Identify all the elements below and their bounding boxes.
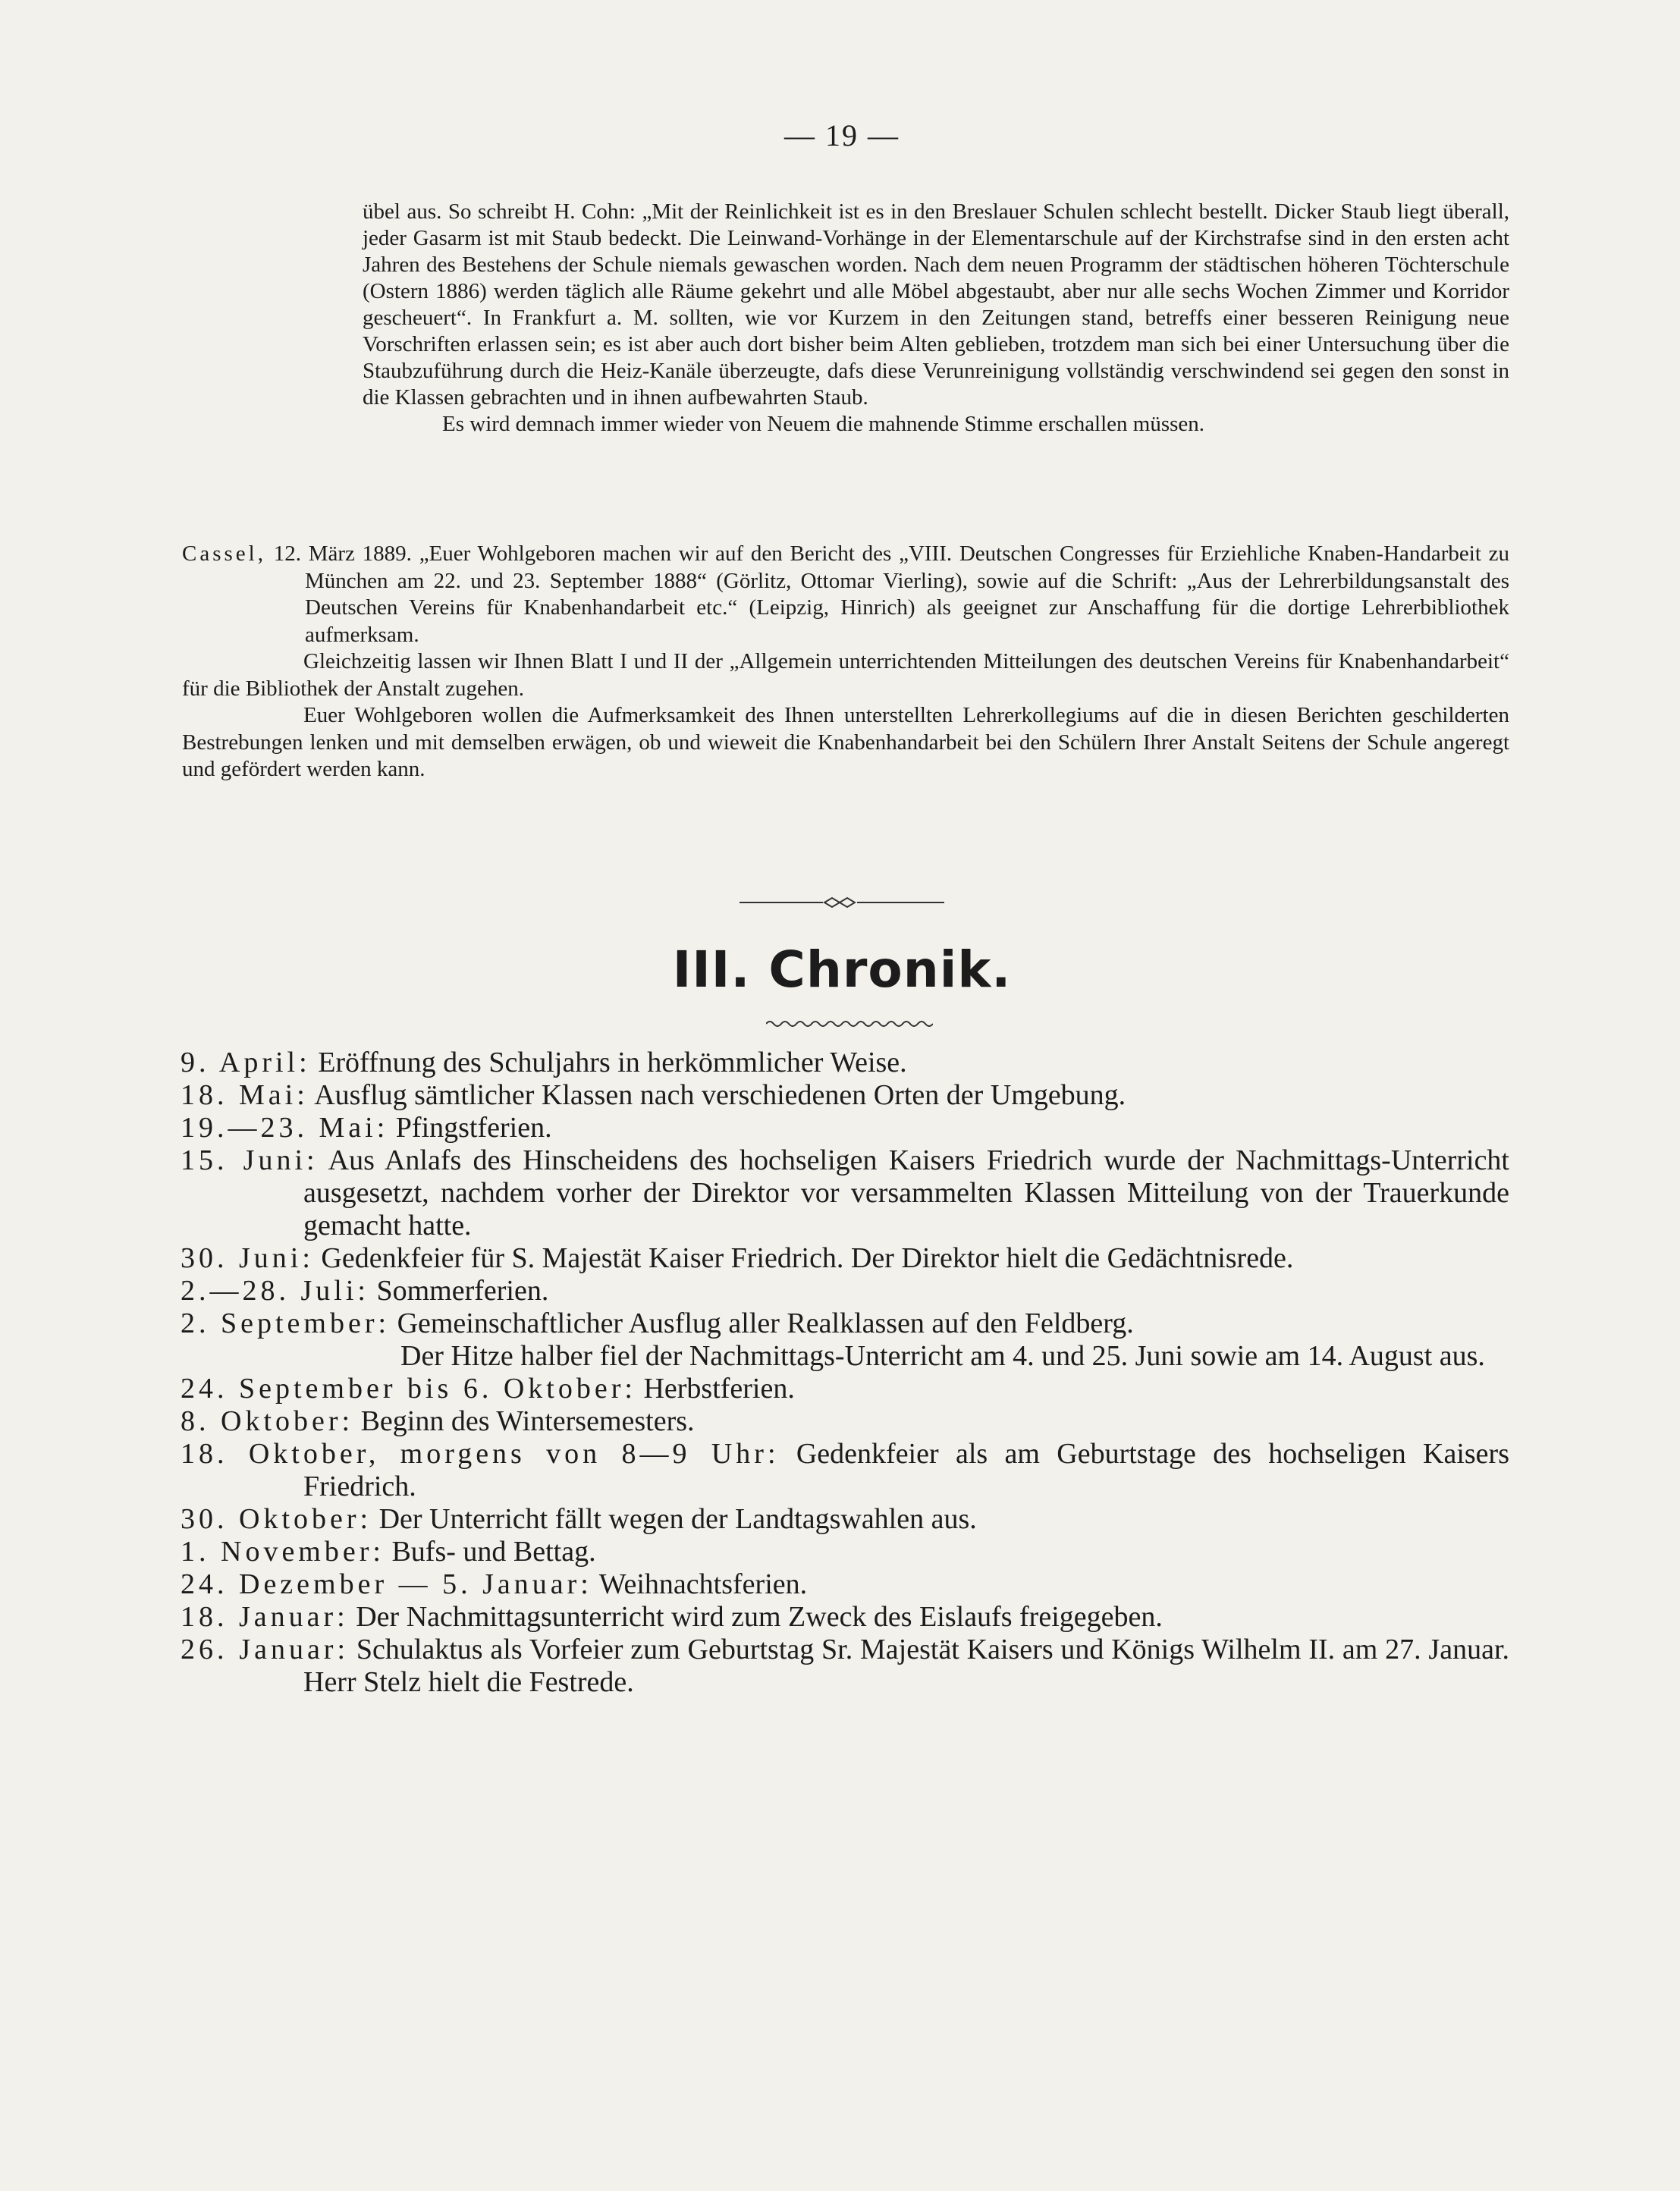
list-item: 26. Januar: Schulaktus als Vorfeier zum Geburtstag Sr. Majestät Kaisers und Königs Wilhelm II. am 27. Januar. Herr Stelz hielt die Festrede. xyxy=(181,1634,1510,1698)
letter-place: Cassel, xyxy=(182,541,266,566)
list-item: 2.—28. Juli: Sommerferien. xyxy=(181,1275,549,1307)
letter-paragraph-2: Gleichzeitig lassen wir Ihnen Blatt I und II der „Allgemein unterrichtenden Mitteilungen des deutschen Vereins für Knabenhandarbeit“ für die Bibliothek der Anstalt zugehen. xyxy=(182,649,1509,701)
list-item: 24. Dezember — 5. Januar: Weihnachtsferien. xyxy=(181,1568,808,1600)
section-divider xyxy=(740,895,944,910)
letter-paragraph-1 xyxy=(182,541,1509,648)
list-item: 1. November: Bufs- und Bettag. xyxy=(181,1536,596,1568)
chronik-note: Der Hitze halber fiel der Nachmittags-Unterricht am 4. und 25. Juni sowie am 14. August aus. xyxy=(400,1340,1485,1372)
list-item: 18. Januar: Der Nachmittagsunterricht wird zum Zweck des Eislaufs freigegeben. xyxy=(181,1601,1163,1633)
list-item: 15. Juni: Aus Anlafs des Hinscheidens des hochseligen Kaisers Friedrich wurde der Nachmittags-Unterricht ausgesetzt, nachdem vorher der Direktor vor versammelten Klassen Mitteilung von der Trauerkunde gemacht hatte. xyxy=(181,1144,1509,1241)
list-item: 24. September bis 6. Oktober: Herbstferien. xyxy=(181,1373,795,1405)
list-item: 8. Oktober: Beginn des Wintersemesters. xyxy=(181,1405,695,1437)
letter-date: 12. März 1889. xyxy=(273,541,412,566)
list-item: 9. April: Eröffnung des Schuljahrs in herkömmlicher Weise. xyxy=(181,1047,907,1078)
list-item: 18. Mai: Ausflug sämtlicher Klassen nach verschiedenen Orten der Umgebung. xyxy=(181,1079,1126,1111)
list-item: 30. Juni: Gedenkfeier für S. Majestät Kaiser Friedrich. Der Direktor hielt die Gedächtnisrede. xyxy=(181,1242,1294,1274)
top-closing-line: Es wird demnach immer wieder von Neuem die mahnende Stimme erschallen müssen. xyxy=(442,412,1205,436)
section-heading: III. Chronik. xyxy=(672,940,1012,999)
letter-block xyxy=(182,541,1509,783)
heading-ornament xyxy=(766,1018,933,1030)
top-paragraph: übel aus. So schreibt H. Cohn: „Mit der Reinlichkeit ist es in den Breslauer Schulen schlecht bestellt. Dicker Staub liegt überall, jeder Gasarm ist mit Staub bedeckt. Die Leinwand-Vorhänge in der Elementarschule auf der Kirchstrafse sind in den ersten acht Jahren des Bestehens der Schule niemals gewaschen worden. Nach dem neuen Programm der städtischen höheren Töchterschule (Ostern 1886) werden täglich alle Räume gekehrt und alle Möbel abgestaubt, aber nur alle sechs Wochen Zimmer und Korridor gescheuert“. In Frankfurt a. M. sollten, wie vor Kurzem in den Zeitungen stand, betreffs einer besseren Reinigung neue Vorschriften erlassen sein; es ist aber auch dort bisher beim Alten geblieben, trotzdem man sich bei einer Untersuchung über die Staubzuführung durch die Heiz-Kanäle überzeugte, dafs diese Verunreinigung vollständig verschwindend sei gegen den sonst in die Klassen gebrachten und in ihnen aufbewahrten Staub. xyxy=(363,199,1509,410)
list-item: 2. September: Gemeinschaftlicher Ausflug aller Realklassen auf den Feldberg. xyxy=(181,1307,1134,1339)
letter-text-1: „Euer Wohlgeboren machen wir auf den Bericht des „VIII. Deutschen Congresses für Erziehliche Knaben-Handarbeit zu München am 22. und 23. September 1888“ (Görlitz, Ottomar Vierling), sowie auf die Schrift: „Aus der Lehrerbildungsanstalt des Deutschen Vereins für Knabenhandarbeit etc.“ (Leipzig, Hinrich) als geeignet zur Anschaffung für die dortige Lehrerbibliothek aufmerksam. xyxy=(305,541,1510,647)
chronik-list xyxy=(181,1047,1509,1699)
list-item: 18. Oktober, morgens von 8—9 Uhr: Gedenkfeier als am Geburtstage des hochseligen Kaisers Friedrich. xyxy=(181,1438,1509,1502)
top-text-block xyxy=(363,199,1509,438)
list-item: 19.—23. Mai: Pfingstferien. xyxy=(181,1112,552,1144)
list-item: 30. Oktober: Der Unterricht fällt wegen der Landtagswahlen aus. xyxy=(181,1503,977,1535)
letter-paragraph-3: Euer Wohlgeboren wollen die Aufmerksamkeit des Ihnen unterstellten Lehrerkollegiums auf die in diesen Berichten geschilderten Bestrebungen lenken und mit demselben erwägen, ob und wieweit die Knabenhandarbeit bei den Schülern Ihrer Anstalt Seitens der Schule angeregt und gefördert werden kann. xyxy=(182,703,1509,781)
page-number: — 19 — xyxy=(784,118,900,152)
